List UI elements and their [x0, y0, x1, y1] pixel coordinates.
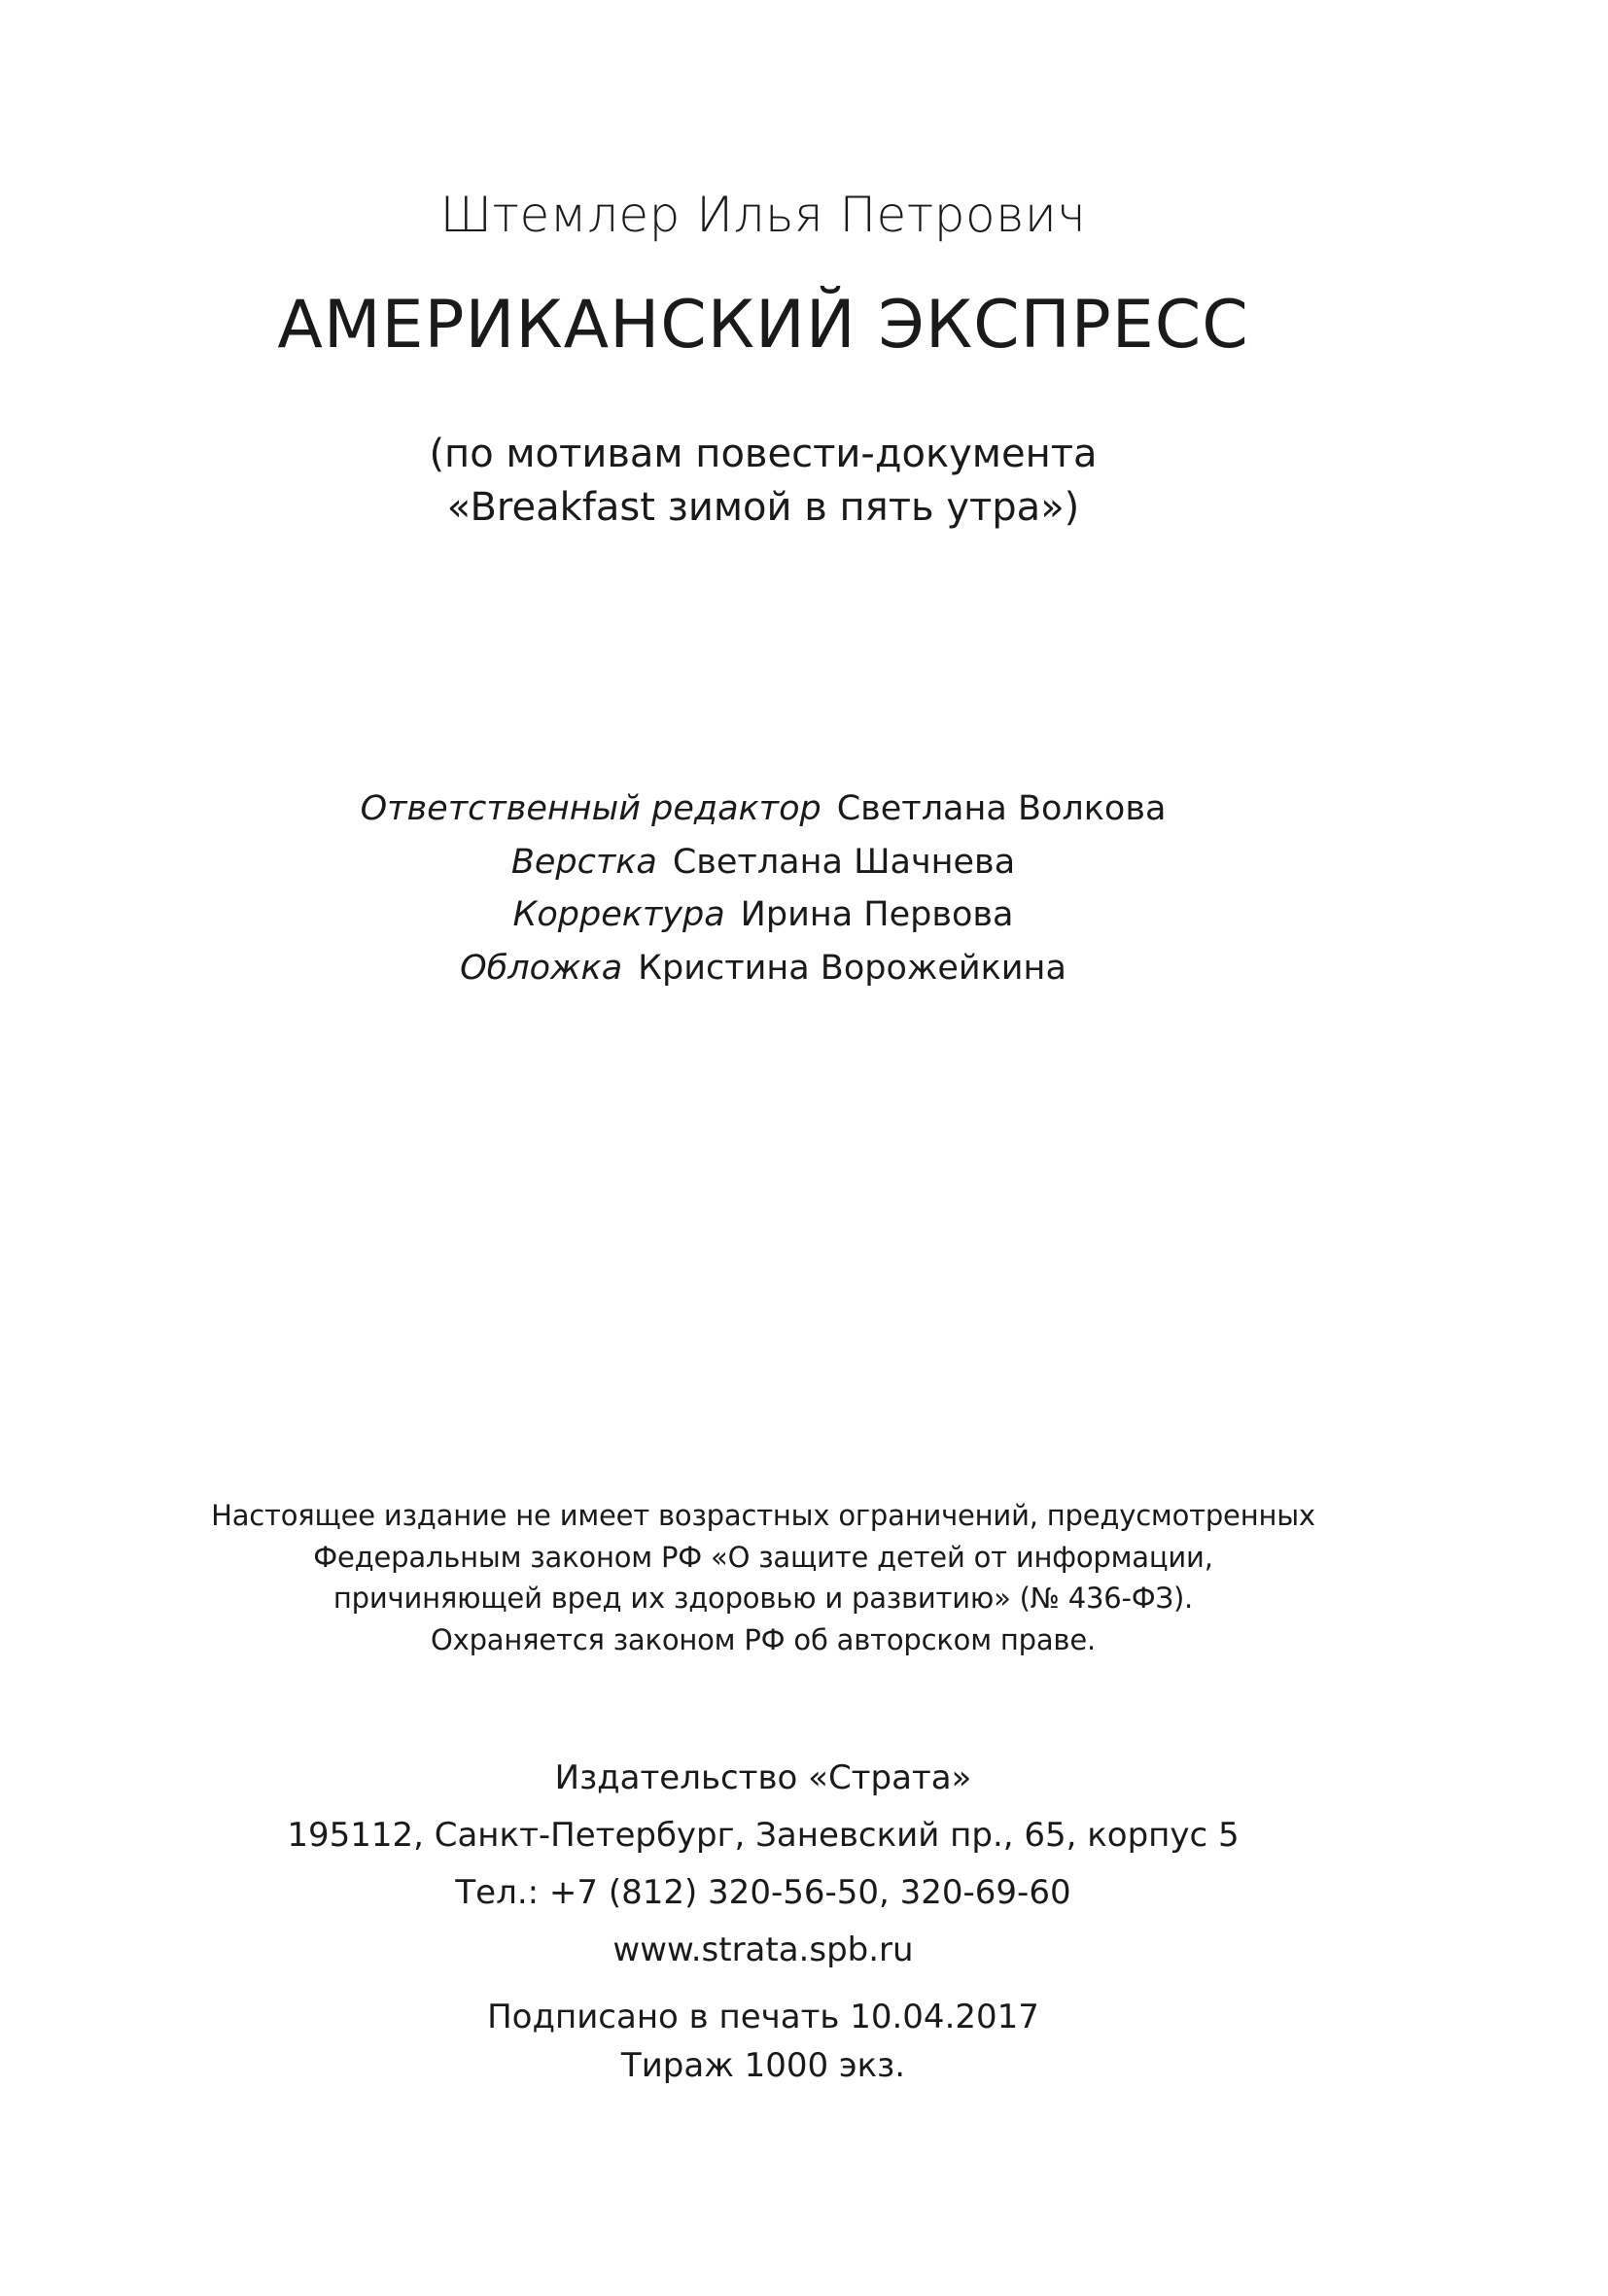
credit-line: [0, 942, 1526, 995]
publisher-website: www.strata.spb.ru: [612, 1931, 914, 1969]
credit-name: Ирина Первова: [740, 895, 1014, 934]
publisher-name: Издательство «Страта»: [554, 1758, 972, 1797]
credit-role: Верстка: [510, 842, 657, 882]
print-info: [0, 1993, 1526, 2090]
credit-role: Обложка: [460, 948, 623, 988]
legal-notice: [0, 1495, 1526, 1660]
credit-name: Кристина Ворожейкина: [638, 948, 1066, 988]
credit-name: Светлана Шачнева: [672, 842, 1016, 882]
credit-line: [0, 888, 1526, 942]
publisher-info: [0, 1750, 1526, 1979]
subtitle: [0, 428, 1526, 535]
credit-role: Корректура: [512, 895, 725, 934]
subtitle-line: «Breakfast зимой в пять утра»): [446, 485, 1080, 530]
legal-line: Охраняется законом РФ об авторском праве.: [431, 1622, 1096, 1656]
print-signed-date: Подписано в печать 10.04.2017: [487, 1998, 1039, 2036]
credit-line: [0, 836, 1526, 889]
author-name: Штемлер Илья Петрович: [439, 187, 1087, 243]
book-title: АМЕРИКАНСКИЙ ЭКСПРЕСС: [277, 287, 1249, 364]
credit-role: Ответственный редактор: [360, 789, 821, 828]
credit-line: [0, 783, 1526, 836]
publisher-phone: Тел.: +7 (812) 320-56-50, 320-69-60: [455, 1873, 1071, 1912]
legal-line: причиняющей вред их здоровью и развитию» (№ 436-ФЗ).: [332, 1582, 1194, 1615]
legal-line: Федеральным законом РФ «О защите детей от информации,: [313, 1540, 1213, 1574]
credit-name: Светлана Волкова: [836, 789, 1167, 828]
subtitle-line: (по мотивам повести-документа: [429, 432, 1098, 476]
legal-line: Настоящее издание не имеет возрастных ограничений, предусмотренных: [211, 1499, 1315, 1532]
credits: [0, 783, 1526, 994]
publisher-address: 195112, Санкт-Петербург, Заневский пр., 65, корпус 5: [287, 1816, 1240, 1855]
print-run: Тираж 1000 экз.: [620, 2046, 906, 2085]
